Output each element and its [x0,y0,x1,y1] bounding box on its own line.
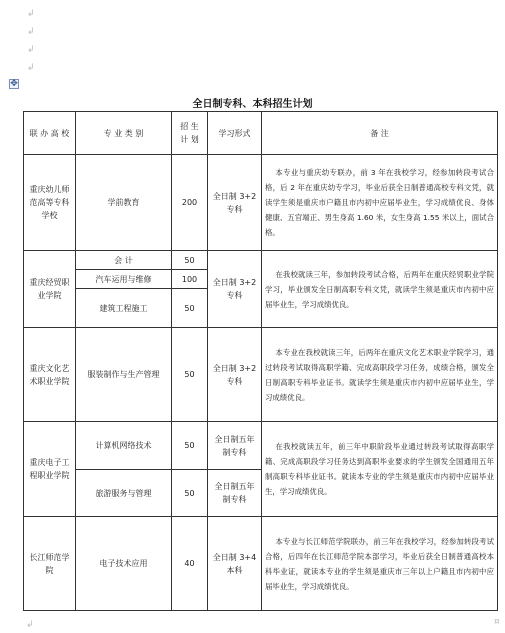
count-cell: 50 [184,303,195,313]
mode-cell: 全日制五年制专科 [214,482,255,504]
major-cell-group [76,422,172,517]
paragraph-mark: ↲ [27,9,35,19]
count-cell: 50 [172,328,208,422]
school-cell: 重庆经贸职业学院 [24,251,76,328]
major-cell: 服装制作与生产管理 [76,328,172,422]
paragraph-mark: ↲ [27,27,35,37]
table-row [24,422,498,517]
mode-cell: 全日制 3+2 专科 [208,328,262,422]
count-cell: 100 [172,270,207,289]
end-of-row-mark: ¤ [494,617,500,627]
school-cell: 长江师范学院 [24,517,76,611]
count-cell: 40 [172,517,208,611]
page-title: 全日制专科、本科招生计划 [192,99,313,110]
major-cell: 旅游服务与管理 [95,488,152,498]
major-cell: 计算机网络技术 [76,422,171,470]
school-cell: 重庆文化艺术职业学院 [24,328,76,422]
table-row [24,328,498,422]
major-cell: 汽车运用与维修 [76,270,171,289]
major-cell: 会 计 [76,251,171,270]
school-cell: 重庆电子工程职业学院 [24,422,76,517]
major-cell-group [76,251,172,328]
table-row [24,517,498,611]
paragraph-mark: ↲ [26,620,34,630]
count-cell: 50 [184,488,195,498]
note-cell: 在我校就读三年，参加转段考试合格，后两年在重庆经贸职业学院学习，毕业颁发全日制高职专科文凭，就读学生须是重庆市内初中应届毕业生，学习成绩优良。 [262,251,498,328]
enrollment-table [23,111,498,611]
mode-cell: 全日制 3+2 专科 [208,155,262,251]
count-cell: 50 [172,251,207,270]
major-cell: 电子技术应用 [76,517,172,611]
note-cell: 本专业与重庆幼专联办，前 3 年在我校学习，经参加转段考试合格，后 2 年在重庆幼专学习，毕业后获全日制普通高校专科文凭，就读学生须是重庆市户籍且市内初中应届毕业生，学习成绩优良、身体健康、五官端正、男生身高 1.60 米，女生身高 1.55 米以上，面试合格。 [262,155,498,251]
count-cell: 200 [172,155,208,251]
note-cell: 本专业在我校就读三年，后两年在重庆文化艺术职业学院学习，通过转段考试取得高职学籍、完成高职段学习任务，成绩合格，颁发全日制高职专科毕业证书。就读学生须是重庆市内初中应届毕业生，学习成绩优良。 [262,328,498,422]
header-school: 联 办 高 校 [24,112,76,155]
note-cell: 在我校就读五年，前三年中职阶段毕业通过转段考试取得高职学籍、完成高职段学习任务达到高职毕业要求的学生颁发全国通用五年制高职专科毕业证书。就读本专业的学生须是重庆市内初中应届毕业生，学习成绩优良。 [262,422,498,517]
mode-cell: 全日制 3+2 专科 [208,251,262,328]
paragraph-mark: ↲ [27,63,35,73]
school-cell: 重庆幼儿师范高等专科学校 [24,155,76,251]
header-count: 招 生 计 划 [172,112,208,155]
count-cell-group [172,251,208,328]
count-cell-group [172,422,208,517]
mode-cell: 全日制五年制专科 [208,422,261,470]
major-cell: 学前教育 [76,155,172,251]
paragraph-mark: ↲ [27,45,35,55]
header-mode: 学习形式 [208,112,262,155]
note-cell: 本专业与长江师范学院联办，前三年在我校学习，经参加转段考试合格，后四年在长江师范学院本部学习，毕业后获全日制普通高校本科毕业证，就读本专业的学生须是重庆市三年以上户籍且市内初中应届毕业生，学习成绩优良。 [262,517,498,611]
header-major: 专 业 类 别 [76,112,172,155]
count-cell: 50 [172,422,207,470]
table-move-handle-icon[interactable]: ✥ [10,79,18,89]
mode-cell-group [208,422,262,517]
table-row [24,155,498,251]
table-header-row [24,112,498,155]
major-cell: 建筑工程施工 [99,303,148,313]
mode-cell: 全日制 3+4 本科 [208,517,262,611]
header-note: 备 注 [262,112,498,155]
table-row [24,251,498,328]
